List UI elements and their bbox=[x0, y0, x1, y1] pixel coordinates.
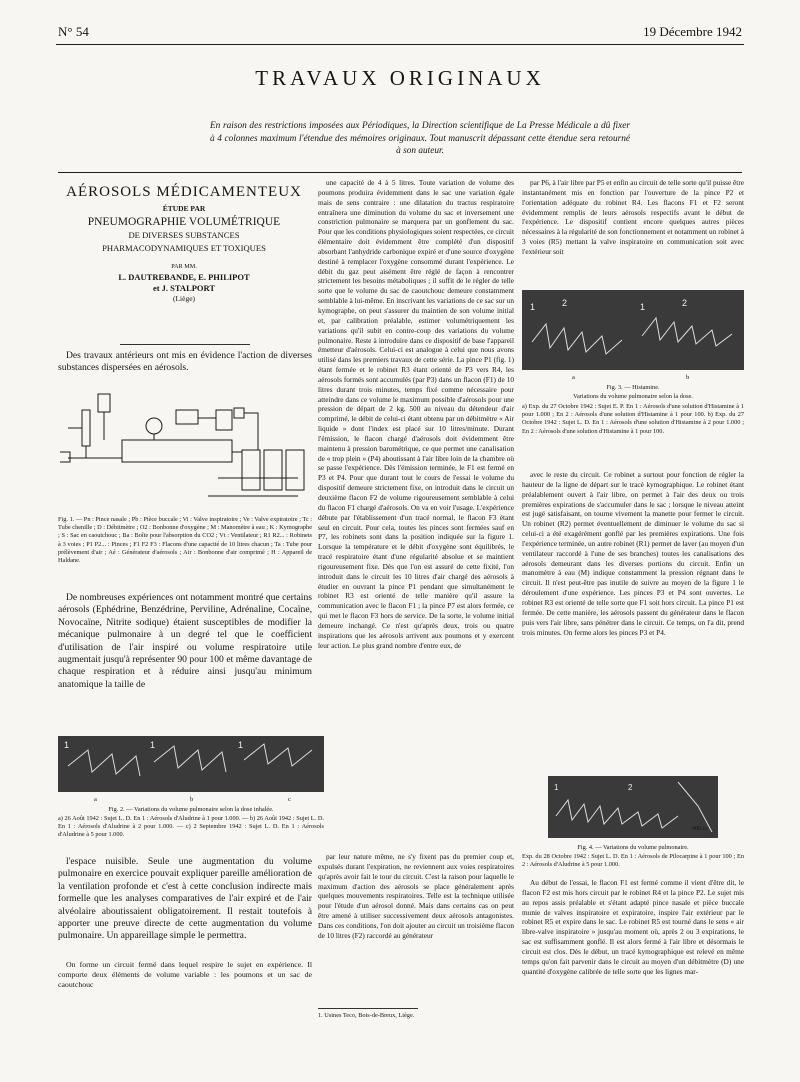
intro-paragraph bbox=[58, 350, 312, 384]
figure-3-caption-body-text: a) Exp. du 27 Octobre 1942 : Sujet E. P. En 1 : Aérosols d'une solution d'Histamine à 1 pour 1.000 ; En 2 : Aérosols d'une solution d'Histamine à 1 pour 100. b) Exp. du 27 Octobre 1942 : Sujet L. D. En 1 : Aérosols d'une solution d'Histamine à 2 pour 1.000 ; En 2 : Aérosols d'une solution d'Histamine à 1 pour 100. bbox=[522, 403, 744, 435]
figure-1-caption-text: Fig. 1. — Pn : Pince nasale ; Pb : Pièce buccale ; Vi : Valve inspiratoire ; Ve : Valve expiratoire ; Tc : Tube chenille ; D : Débitmètre ; O2 : Bonbonne d'oxygène ; M : Manomètre à eau ; K : Kymographe ; S : Sac en caoutchouc ; Ba : Boîte pour l'absorption du CO2 ; Vt : Ventilateur ; R1 R2... : Robinets à 3 voies ; P1 P2... : Pinces ; F1 F2 F3 : Flacons d'une capacité de 10 litres chacun ; Ta : Tube pour prélèvement d'air ; Aé : Générateur d'aérosols ; Air : Bonbonne d'air comprimé ; H : Appareil de Haldane. bbox=[58, 516, 312, 565]
flask-f3 bbox=[286, 450, 304, 490]
figure-2-label-a: a bbox=[94, 796, 97, 803]
column-2-text bbox=[318, 178, 514, 650]
column-3-text-body: par P6, à l'air libre par P5 et enfin au circuit de telle sorte qu'il puisse être instantanément mis en fonction par l'ouverture de la pince P2 et l'orientation adéquate du robinet R4. Les flacons F1 et F2 seront évidemment remplis de leurs aérosols respectifs avant le début de l'expérience. Le dispositif contient encore quelques autres pièces nécessaires à la régularité de son fonctionnement et notamment un robinet à 3 voies (R5) mettant la valve inspiratoire en communication soit avec l'extérieur soit bbox=[522, 178, 744, 256]
intro-text: Des travaux antérieurs ont mis en évidence l'action de diverses substances dispersées en aérosols. bbox=[58, 350, 312, 374]
editorial-notice: En raison des restrictions imposées aux Périodiques, la Direction scientifique de La Presse Médicale a dû fixer à 4 colonnes maximum l'étendue des mémoires originaux. Tout manuscrit dépassant cette étendue sera retourné à son auteur. bbox=[210, 121, 630, 157]
column-1-bottom-2 bbox=[58, 960, 312, 1000]
article-location: (Liège) bbox=[172, 294, 196, 303]
column-3-text bbox=[522, 178, 744, 284]
figure-2-label-b: b bbox=[190, 796, 194, 803]
figure-3-caption-sub bbox=[522, 393, 744, 402]
article-subtitle-2: PNEUMOGRAPHIE VOLUMÉTRIQUE bbox=[87, 216, 281, 228]
figure-3-tracing bbox=[522, 290, 744, 370]
figure-3-label-b: b bbox=[686, 374, 690, 381]
figure-3-caption-body bbox=[522, 403, 744, 455]
tracing-b-marker-2: 2 bbox=[682, 298, 688, 308]
article-authors-1: L. DAUTREBANDE, E. PHILIPOT bbox=[118, 272, 250, 282]
tracing-marker-1: 1 bbox=[554, 783, 559, 792]
debitmeter bbox=[98, 394, 110, 412]
tracing-b-line bbox=[154, 746, 226, 772]
article-subtitle-4: PHARMACODYNAMIQUES ET TOXIQUES bbox=[102, 243, 266, 253]
figure-2-tracing bbox=[58, 736, 324, 792]
figure-4-scale-label: 400 cc bbox=[692, 826, 708, 832]
article-by: PAR MM. bbox=[171, 263, 197, 270]
column-1-paragraph-2-text: De nombreuses expériences ont notamment montré que certains aérosols (Ephédrine, Benzédrine, Perviline, Adrénaline, Cocaïne, Novocaïne, Nitrite sodique) étaient susceptibles de modifier la mécanique pulmonaire à un degré tel que le coefficient d'utilisation de l'air inspiré ou volume respiratoire utile augmentait jusqu'à représenter 90 pour 100 et même davantage de chaque respiration et à réduire ainsi jusqu'au minimum anatomique la taille de bbox=[58, 592, 312, 690]
column-1-bottom-text: l'espace nuisible. Seule une augmentation du volume pulmonaire en exercice pouvait expliquer pareille amélioration de la ventilation profonde et c'est à cette conclusion indirecte mais formelle que les analyses comparatives de l'air expiré et de l'air alvéolaire aboutissaient obligatoirement. Il restait toutefois à apporter une preuve directe de cette augmentation du volume pulmonaire. Un appareillage simple le permettra. bbox=[58, 856, 312, 942]
flask-f1 bbox=[242, 450, 260, 490]
figure-2-caption-title-text: Fig. 2. — Variations du volume pulmonaire selon la dose inhalée. bbox=[108, 806, 274, 813]
rubber-bag bbox=[122, 440, 232, 462]
tracing-line bbox=[556, 800, 678, 828]
face-piece bbox=[234, 408, 244, 418]
figure-1-schematic bbox=[58, 388, 312, 512]
issue-date: 19 Décembre 1942 bbox=[643, 24, 742, 39]
tracing-marker-2: 2 bbox=[628, 783, 633, 792]
tracing-c-marker: 1 bbox=[238, 740, 244, 750]
tracing-a-line bbox=[68, 750, 140, 776]
tracing-b-line bbox=[642, 318, 732, 346]
issue-number: N° 54 bbox=[58, 24, 89, 39]
figure-4-caption-title bbox=[522, 844, 744, 853]
tracing-b-marker-1: 1 bbox=[640, 302, 646, 312]
tracing-a-marker-1: 1 bbox=[530, 302, 536, 312]
figure-1-caption bbox=[58, 516, 312, 586]
figure-3-label-a: a bbox=[572, 374, 575, 381]
figure-4-caption-body-text: Exp. du 28 Octobre 1942 : Sujet L. D. En 1 : Aérosols de Pilocarpine à 1 pour 100 ; En 2 : Aérosols d'Aludrine à 5 pour 1.000. bbox=[522, 853, 744, 869]
tracing-c-line bbox=[244, 744, 312, 766]
article-heading bbox=[58, 184, 310, 303]
header-rule bbox=[56, 44, 744, 45]
column-1-paragraph-2 bbox=[58, 592, 312, 728]
figure-4-caption-title-text: Fig. 4. — Variations du volume pulmonaire. bbox=[577, 844, 689, 851]
footnote-rule bbox=[318, 1008, 418, 1009]
figure-2-caption-title bbox=[58, 806, 324, 815]
footnote bbox=[318, 1012, 514, 1021]
column-3-text-2 bbox=[522, 470, 744, 770]
column-3-text-3 bbox=[522, 878, 744, 1028]
section-title: TRAVAUX ORIGINAUX bbox=[255, 66, 545, 90]
gas-cylinder bbox=[82, 410, 90, 446]
tracing-a-marker-2: 2 bbox=[562, 298, 568, 308]
figure-3-caption-sub-text: Variations du volume pulmonaire selon la dose. bbox=[573, 393, 693, 400]
column-3-text-2-body: avec le reste du circuit. Ce robinet a surtout pour fonction de régler la hauteur de la ligne de départ sur le tracé kymographique. Le robinet étant préalablement ouvert à l'air libre, on permet à l'air des deux ou trois premières expirations de s'accumuler dans le sac ; lorsque le niveau atteint est jugé satisfaisant, on tourne vivement la manette pour fermer le circuit. Un robinet (R2) permet éventuellement de diminuer le volume du sac si celui-ci a été exagérément gonflé par les premières expirations. Une fois l'expérience terminée, un autre robinet (R1) permet de laver (au moyen d'un ventilateur raccordé à l'une de ses branches) toutes les canalisations des aérosols demeurant dans les diverses portions du circuit. Enfin un manomètre à eau (M) indique constamment la pression régnant dans le circuit. Il n'est peut-être pas inutile de suivre au moyen de la figure 1 le déroulement d'une expérience. Les pinces P3 et P4 sont ouvertes. Le robinet R3 est orienté de telle sorte que F1 soit hors circuit. La pince P1 est fermée. De cette manière, les aérosols passent du générateur dans le flacon puis vers l'air libre, sans pénétrer dans le circuit. Ce temps, on l'a dit, prend trois minutes. On ferme alors les pinces P3 et P4. bbox=[522, 470, 744, 637]
column-3-text-3-body: Au début de l'essai, le flacon F1 est fermé comme il vient d'être dit, le flacon F2 est mis hors circuit par le robinet R4 et la pince P2. Le sujet mis au repos assis préalable et s'étant adapté pince nasale et pièce buccale munie de valves inspiratoire et expiratoire, inspire l'air extérieur par le robinet R5 et expire dans le sac. Le robinet R5 est tourné dans le sens « air libre-valve inspiratoire » jusqu'au moment où, après 2 ou 3 expirations, le sac est suffisamment gonflé. Il est alors fermé à l'air libre et désormais le circuit est clos. Dès le début, un tracé kymographique est relevé en même temps qu'on fait parvenir dans le circuit au moyen d'un débitmètre (D) une quantité d'oxygène calibrée de telle sorte que les lignes mar- bbox=[522, 878, 744, 976]
article-authors-2: et J. STALPORT bbox=[152, 283, 216, 293]
article-subtitle-1: ÉTUDE PAR bbox=[162, 204, 206, 213]
figure-3-caption-title bbox=[522, 384, 744, 393]
co2-box bbox=[216, 410, 232, 430]
article-title: AÉROSOLS MÉDICAMENTEUX bbox=[66, 184, 302, 200]
figure-2-caption-body bbox=[58, 815, 324, 841]
tracing-b-marker: 1 bbox=[150, 740, 156, 750]
column-2-bottom-text: par leur nature même, ne s'y fixent pas du premier coup et, expulsés durant l'expiration, ne reviennent aux voies respiratoires qu'après avoir fait le tour du circuit. C'est la raison pour laquelle le maximum d'action des aérosols se place généralement après quelques mouvements respiratoires. Telle est la technique utilisée pour l'étude d'un aérosol donné. Mais dans certains cas on peut être amené à utiliser successivement deux aérosols antagonistes. Dans ces conditions, l'on doit ajouter au circuit un troisième flacon de 10 litres (F2) raccordé au générateur bbox=[318, 852, 514, 940]
scale-arc bbox=[678, 782, 712, 832]
tracing-a-marker: 1 bbox=[64, 740, 70, 750]
figure-2-label-c: c bbox=[288, 796, 291, 803]
kymograph bbox=[176, 410, 198, 424]
column-1-bottom bbox=[58, 856, 312, 954]
footnote-text: 1. Usines Teco, Bois-de-Breux, Liège. bbox=[318, 1012, 415, 1019]
figure-4-caption-body bbox=[522, 853, 744, 871]
column-2-bottom bbox=[318, 852, 514, 982]
heading-rule bbox=[120, 344, 250, 345]
article-subtitle-3: DE DIVERSES SUBSTANCES bbox=[128, 230, 240, 240]
ventilator bbox=[146, 418, 162, 434]
notice-rule bbox=[58, 172, 742, 173]
figure-2-caption-body-text: a) 26 Août 1942 : Sujet L. D. En 1 : Aérosols d'Aludrine à 1 pour 1.000. — b) 26 Août 1942 : Sujet L. D. En 1 : Aérosols d'Aludrine à 2 pour 1.000. — c) 2 Septembre 1942 : Sujet L. D. En 1 : Aérosols d'Aludrine à 5 pour 1.000. bbox=[58, 815, 324, 839]
column-1-bottom-2-text: On forme un circuit fermé dans lequel respire le sujet en expérience. Il comporte deux éléments de volume variable : les poumons et un sac de caoutchouc bbox=[58, 960, 312, 989]
flask-f2 bbox=[264, 450, 282, 490]
column-2-text-body: une capacité de 4 à 5 litres. Toute variation de volume des poumons produira évidemment dans le sac une variation égale mais de sens contraire : une dilatation du tractus respiratoire entraînera une diminution du volume du sac et inversement une constriction pulmonaire se marquera par un gonflement du sac. Pour que les conditions physiologiques soient respectées, ce circuit élémentaire doit évidemment être complété d'un dispositif absorbant l'anhydride carbonique expiré et d'une source d'oxygène destiné à remplacer l'oxygène consommé durant l'expérience. Le débit du gaz peut aisément être réglé de façon à rencontrer strictement les besoins métaboliques ; il suffit de le régler de telle sorte que le volume du sac de caoutchouc demeure constamment semblable à lui-même. En inscrivant les variations de ce sac sur un kymographe, on peut s'assurer du maintien de son volume initial et, par calibration préalable, estimer volumétriquement les variations qu'il subit en contre-coup des variations du volume pulmonaire. Reste à introduire dans ce dispositif de base l'appareil émetteur d'aérosols. Celui-ci est analogue à celui que nous avons utilisé dans les premiers travaux de cette série. La pince P1 (fig. 1) étant fermée et le robinet R3 étant orienté de P3 vers R4, les aérosols formés sont accumulés (par P3) dans un flacon (F1) de 10 litres durant trois minutes, temps fixé comme nécessaire pour atteindre dans ce volume le maximum possible d'aérosols pour une pression de départ de 2 kg. 500 au niveau du détendeur d'air comprimé, le débit de celui-ci étant obtenu par un débitmètre « Air liquide » dont l'index est placé sur 10 litres/minute. Durant l'émission, le flacon chargé d'aérosols doit évidemment être maintenu à pression barométrique, ce que permet une canalisation de « trop plein » (P4) aboutissant à l'air libre loin de la chambre où se passe l'expérience. Dès l'émission terminée, le F1 est fermé en P3 et P4. Pour que durant tout le cours de l'essai le volume du dispositif demeure strictement fixe, on introduit dans le circuit un deuxième flacon F2 de volume rigoureusement semblable à celui du flacon F1 chargé d'aérosols. On va en voir l'usage. L'expérience débute par l'établissement d'un tracé normal, le flacon F3 étant seul en circuit. Pour cela, toutes les pinces sont fermées sauf en P7, les robinets sont dans la position indiquée sur la figure 1. Lorsque la température et le débit d'oxygène sont équilibrés, le tracé respiratoire étant d'une régularité absolue et se maintient rigoureusement fixe. Dès que l'on est assuré de cette fixité, l'on introduit dans le circuit les 10 litres d'air chargé des aérosols à étudier en ouvrant la pince P1 pendant que simultanément le robinet R3 est orienté de telle manière qu'il assure la communication avec le flacon F1 ; la pince P7 est alors fermée, ce qui met le flacon F3 hors de service. De la sorte, le volume initial demeure inchangé. Ce n'est qu'après deux, trois ou quatre inspirations que les aérosols arrivent aux poumons et y exercent leur action. Le plus grand nombre d'entre eux, de bbox=[318, 178, 514, 650]
tracing-a-line bbox=[532, 324, 622, 354]
figure-3-caption-title-text: Fig. 3. — Histamine. bbox=[606, 384, 660, 391]
